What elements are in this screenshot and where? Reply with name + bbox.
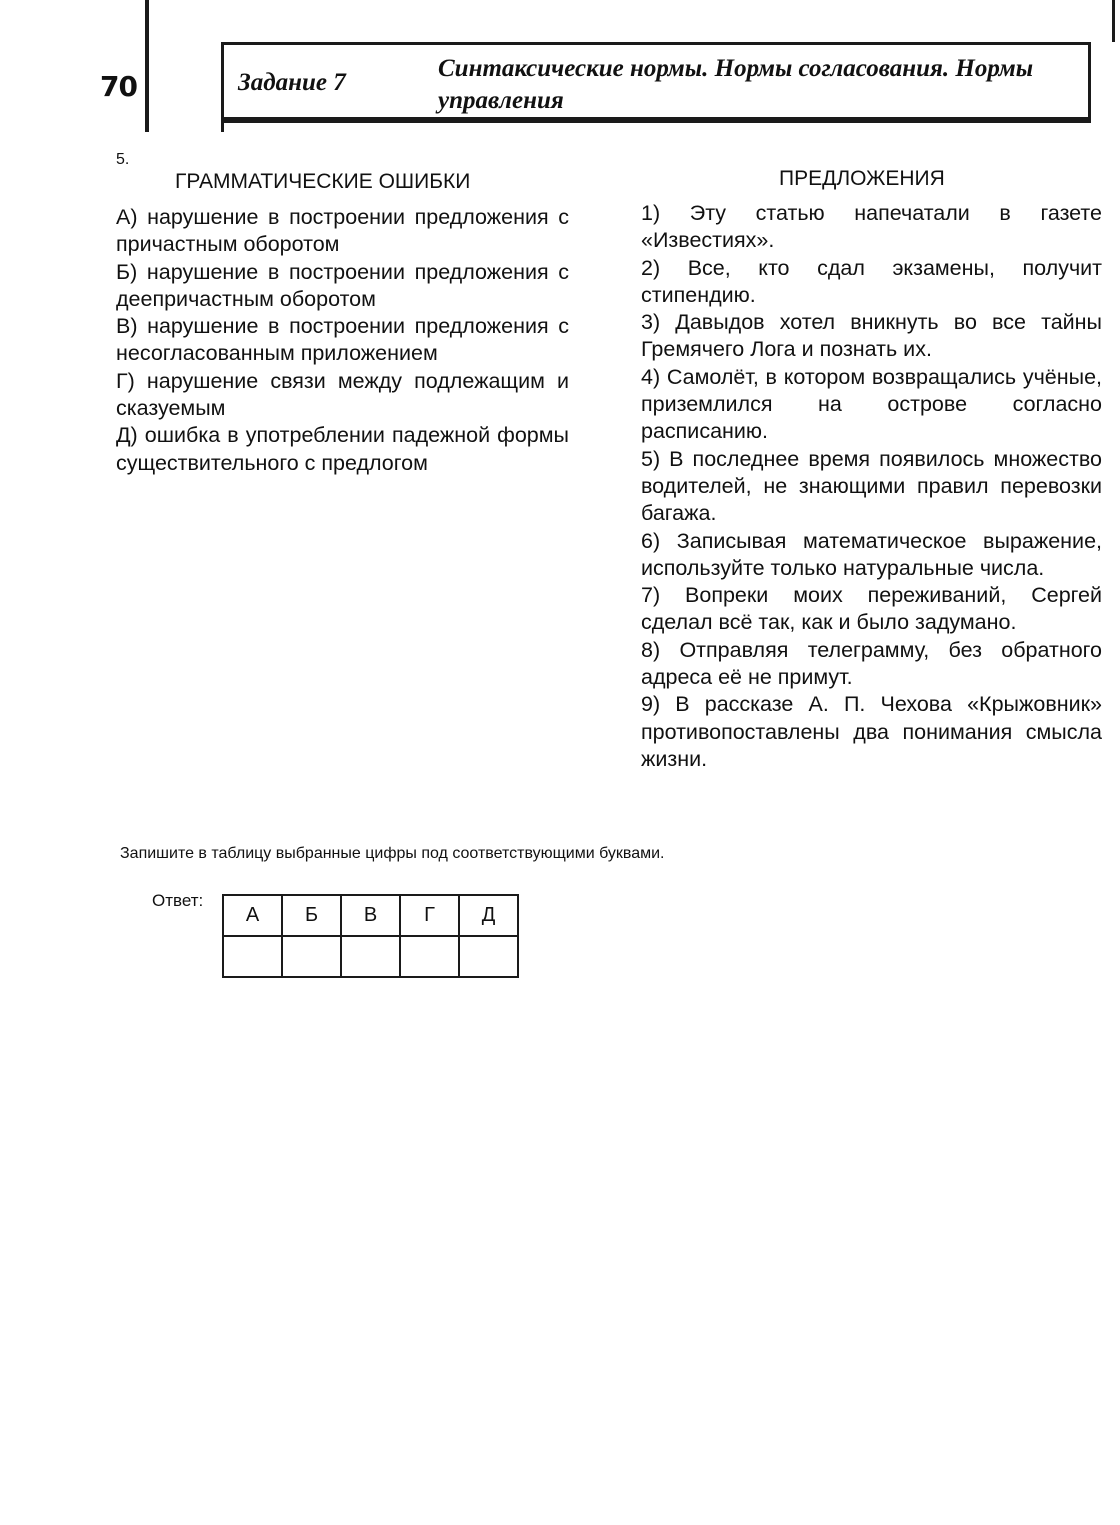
task-header [221,42,1091,120]
error-item: Г) нарушение связи между подлежащим и сказуемым [116,368,569,421]
error-item: Б) нарушение в построении предложения с деепричастным оборотом [116,259,569,311]
page-number: 70 [100,70,137,103]
answer-column-header: А [223,895,282,936]
error-item: В) нарушение в построении предложения с несогласованным приложением [116,314,569,366]
answer-column-header: Д [459,895,518,936]
answer-input-row [223,936,518,977]
sentence-item: 8) Отправляя телеграмму, без обратного адреса её не примут. [641,637,1102,690]
error-item: А) нарушение в построении предложения с причастным оборотом [116,205,569,257]
answer-cell-a[interactable] [223,936,282,977]
answer-cell-b[interactable] [282,936,341,977]
header-stem [221,114,224,132]
sentences-list [641,200,1102,773]
answer-cell-d[interactable] [459,936,518,977]
right-margin-rule [1112,0,1115,42]
sentences-heading: ПРЕДЛОЖЕНИЯ [779,167,945,190]
answer-header-row [223,895,518,936]
answer-column-header: Г [400,895,459,936]
sentence-item: 3) Давыдов хотел вникнуть во все тайны Гремячего Лога и познать их. [641,310,1102,362]
header-underline [221,120,1091,123]
answer-cell-g[interactable] [400,936,459,977]
answer-cell-v[interactable] [341,936,400,977]
task-title: Синтаксические нормы. Нормы согласования. Нормы управления [438,55,1034,114]
sentence-item: 6) Записывая математическое выражение, используйте только натуральные числа. [641,528,1102,580]
answer-column-header: Б [282,895,341,936]
sentence-item: 2) Все, кто сдал экзамены, получит стипендию. [641,255,1102,307]
left-margin-rule [145,0,149,132]
task-label: Задание 7 [238,69,346,96]
answer-column-header: В [341,895,400,936]
errors-heading: ГРАММАТИЧЕСКИЕ ОШИБКИ [175,170,471,193]
error-item: Д) ошибка в употреблении падежной формы существительного с предлогом [116,423,569,475]
exercise-number: 5. [116,151,130,168]
sentence-item: 4) Самолёт, в котором возвращались учёные, приземлился на острове согласно расписанию. [641,364,1102,444]
answer-label: Ответ: [152,891,204,910]
errors-list [116,204,569,477]
answer-instruction: Запишите в таблицу выбранные цифры под соответствующими буквами. [120,845,665,862]
answer-table [222,894,519,978]
sentence-item: 7) Вопреки моих переживаний, Сергей сделал всё так, как и было задумано. [641,583,1102,635]
sentence-item: 1) Эту статью напечатали в газете «Известиях». [641,201,1102,253]
sentence-item: 9) В рассказе А. П. Чехова «Крыжовник» противопоставлены два понимания смысла жизни. [641,692,1102,771]
sentence-item: 5) В последнее время появилось множество водителей, не знающими правил перевозки багажа. [641,446,1102,526]
